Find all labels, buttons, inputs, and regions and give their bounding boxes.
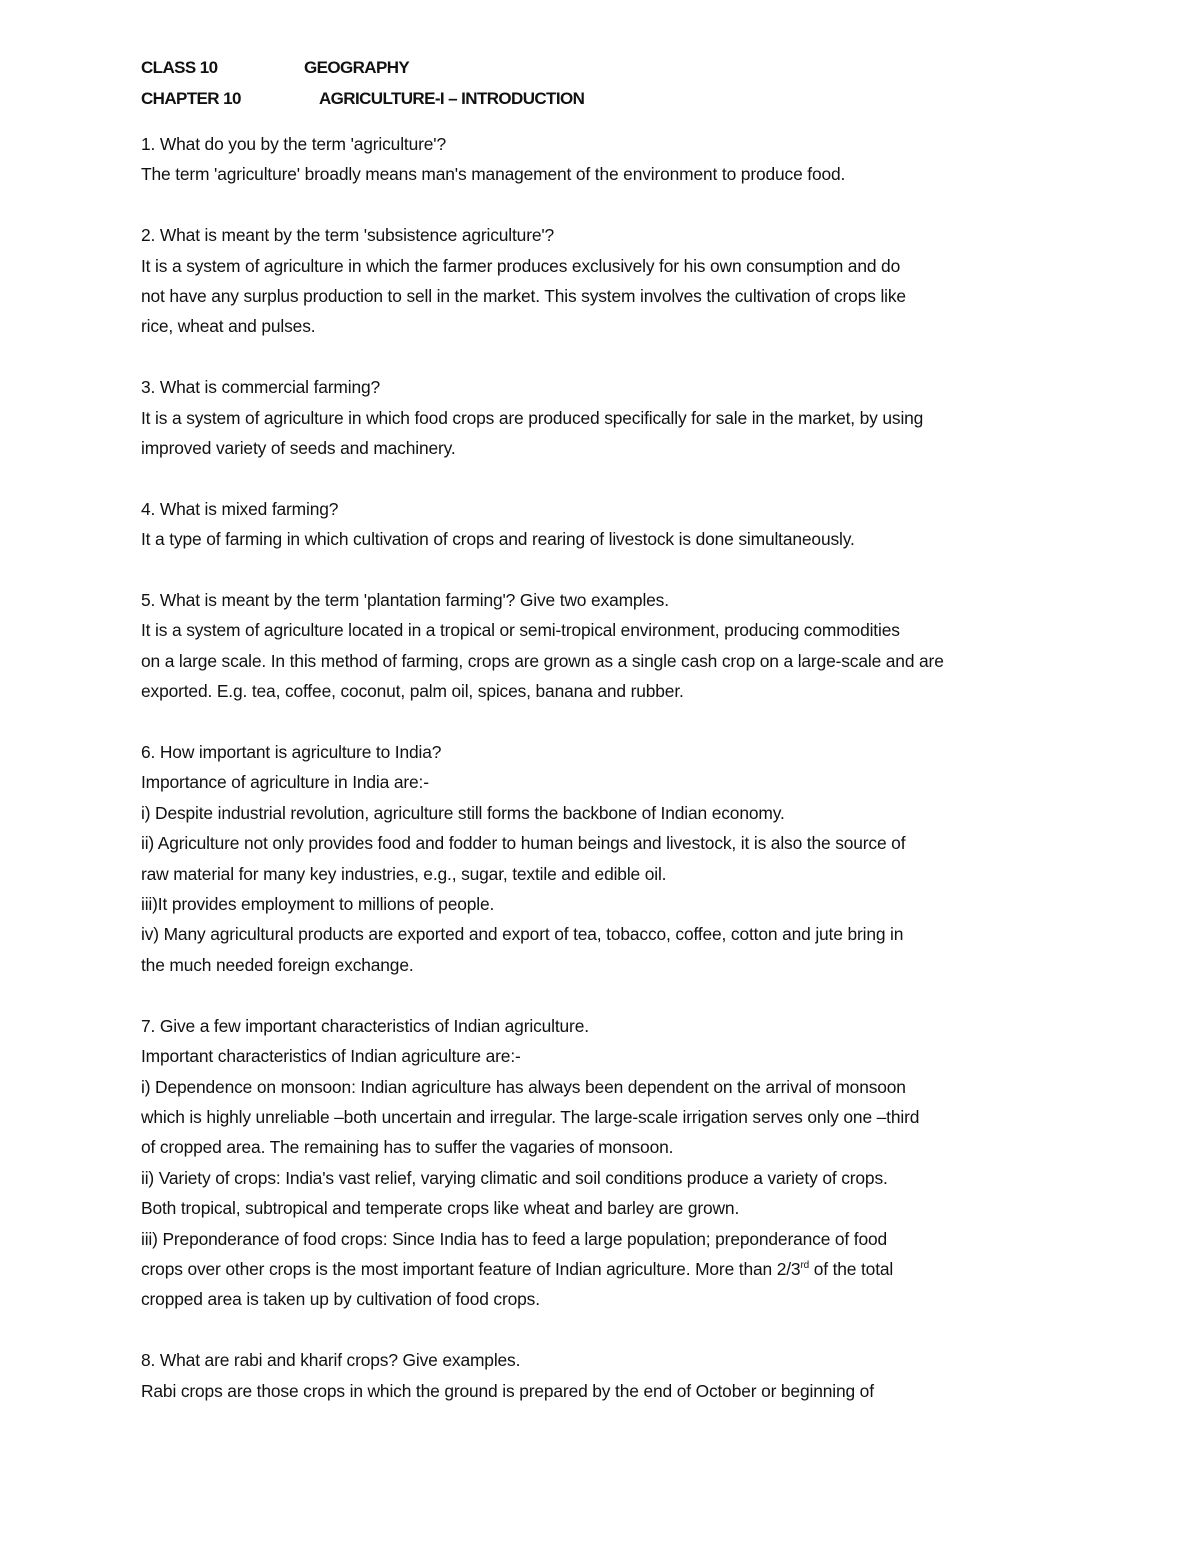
answer-line: cropped area is taken up by cultivation of food crops. [141, 1289, 540, 1310]
answer-line: rice, wheat and pulses. [141, 316, 316, 337]
answer-line: It is a system of agriculture in which food crops are produced specifically for sale in the market, by using [141, 407, 924, 428]
answer-line: i) Dependence on monsoon: Indian agriculture has always been dependent on the arrival of monsoon [141, 1076, 906, 1097]
answer-text: crops over other crops is the most important feature of Indian agriculture. More than 2/3 [141, 1258, 801, 1279]
answer-line: of cropped area. The remaining has to suffer the vagaries of monsoon. [141, 1137, 674, 1158]
question-7: 7. Give a few important characteristics of Indian agriculture. [141, 1015, 589, 1036]
answer-line: It is a system of agriculture located in a tropical or semi-tropical environment, producing commodities [141, 620, 900, 641]
answer-line: iii) Preponderance of food crops: Since India has to feed a large population; preponderance of food [141, 1228, 888, 1249]
question-2: 2. What is meant by the term 'subsistence agriculture'? [141, 225, 555, 246]
answer-line: ii) Agriculture not only provides food and fodder to human beings and livestock, it is also the source of [141, 833, 906, 854]
qa-block-7 [141, 1011, 1071, 1315]
document-page [141, 52, 1071, 1436]
answer-line: It a type of farming in which cultivation of crops and rearing of livestock is done simultaneously. [141, 529, 855, 550]
answer-line: The term 'agriculture' broadly means man's management of the environment to produce food. [141, 164, 846, 185]
answer-line: iv) Many agricultural products are exported and export of tea, tobacco, coffee, cotton and jute bring in [141, 924, 904, 945]
question-1: 1. What do you by the term 'agriculture'? [141, 134, 446, 154]
question-3: 3. What is commercial farming? [141, 377, 381, 398]
question-6: 6. How important is agriculture to India? [141, 742, 442, 763]
qa-block-5 [141, 585, 1071, 707]
answer-line: the much needed foreign exchange. [141, 954, 414, 975]
qa-content [141, 129, 1071, 1406]
answer-line [141, 1254, 1071, 1284]
qa-block-3 [141, 372, 1071, 463]
answer-line: Rabi crops are those crops in which the ground is prepared by the end of October or beginning of [141, 1380, 874, 1401]
qa-block-4 [141, 494, 1071, 555]
question-5: 5. What is meant by the term 'plantation farming'? Give two examples. [141, 590, 669, 611]
answer-line: on a large scale. In this method of farming, crops are grown as a single cash crop on a large-scale and are [141, 650, 944, 671]
header-line-1 [141, 52, 1071, 83]
answer-line: Important characteristics of Indian agriculture are:- [141, 1046, 521, 1067]
answer-line: Both tropical, subtropical and temperate crops like wheat and barley are grown. [141, 1198, 740, 1219]
answer-text: of the total [809, 1258, 894, 1279]
qa-block-1 [141, 129, 1071, 190]
chapter-title: AGRICULTURE-I – INTRODUCTION [319, 89, 585, 108]
question-4: 4. What is mixed farming? [141, 498, 339, 519]
ordinal-superscript: rd [800, 1260, 810, 1272]
answer-line: iii)It provides employment to millions of people. [141, 894, 495, 915]
answer-line: not have any surplus production to sell in the market. This system involves the cultivation of crops like [141, 286, 906, 307]
question-8: 8. What are rabi and kharif crops? Give examples. [141, 1350, 521, 1371]
subject-label: GEOGRAPHY [304, 58, 410, 77]
answer-line: which is highly unreliable –both uncertain and irregular. The large-scale irrigation serves only one –third [141, 1106, 920, 1127]
qa-block-6 [141, 737, 1071, 980]
answer-line: It is a system of agriculture in which the farmer produces exclusively for his own consumption and do [141, 255, 901, 276]
qa-block-8 [141, 1345, 1071, 1406]
answer-line: ii) Variety of crops: India's vast relief, varying climatic and soil conditions produce a variety of crops. [141, 1167, 888, 1188]
header-line-2 [141, 83, 1071, 114]
answer-line: improved variety of seeds and machinery. [141, 438, 456, 459]
class-label: CLASS 10 [141, 58, 218, 77]
answer-line: exported. E.g. tea, coffee, coconut, palm oil, spices, banana and rubber. [141, 681, 684, 702]
qa-block-2 [141, 220, 1071, 342]
answer-line: Importance of agriculture in India are:- [141, 772, 429, 793]
answer-line: raw material for many key industries, e.g., sugar, textile and edible oil. [141, 863, 667, 884]
answer-line: i) Despite industrial revolution, agriculture still forms the backbone of Indian economy. [141, 802, 785, 823]
chapter-label: CHAPTER 10 [141, 89, 241, 108]
